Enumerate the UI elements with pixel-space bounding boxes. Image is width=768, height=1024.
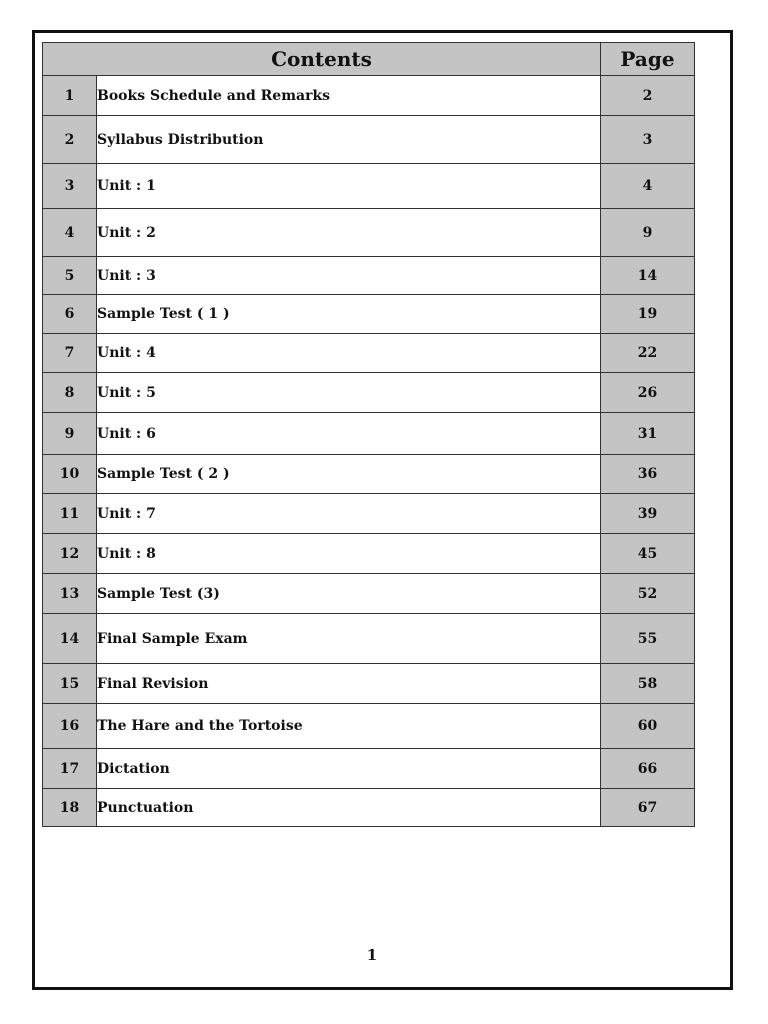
page-number: 1 xyxy=(366,946,378,964)
row-page: 4 xyxy=(601,164,695,209)
row-page: 26 xyxy=(601,373,695,413)
table-row xyxy=(43,413,695,455)
table-row xyxy=(43,664,695,704)
row-page: 52 xyxy=(601,574,695,614)
row-title: Final Revision xyxy=(97,664,601,704)
row-page: 58 xyxy=(601,664,695,704)
row-number: 14 xyxy=(43,614,97,664)
table-row xyxy=(43,455,695,494)
contents-heading: Contents xyxy=(43,43,601,76)
row-title: Sample Test (3) xyxy=(97,574,601,614)
row-number: 11 xyxy=(43,494,97,534)
row-title: Dictation xyxy=(97,749,601,789)
table-row xyxy=(43,574,695,614)
row-page: 39 xyxy=(601,494,695,534)
row-page: 3 xyxy=(601,116,695,164)
row-title: Unit : 6 xyxy=(97,413,601,455)
row-title: Unit : 8 xyxy=(97,534,601,574)
row-number: 1 xyxy=(43,76,97,116)
row-number: 6 xyxy=(43,295,97,334)
table-row xyxy=(43,704,695,749)
table-row xyxy=(43,614,695,664)
row-number: 16 xyxy=(43,704,97,749)
row-page: 55 xyxy=(601,614,695,664)
row-number: 2 xyxy=(43,116,97,164)
contents-header-row xyxy=(43,43,695,76)
row-number: 7 xyxy=(43,334,97,373)
table-row xyxy=(43,373,695,413)
row-title: Sample Test ( 2 ) xyxy=(97,455,601,494)
row-page: 36 xyxy=(601,455,695,494)
table-row xyxy=(43,534,695,574)
table-row xyxy=(43,116,695,164)
row-page: 66 xyxy=(601,749,695,789)
row-number: 13 xyxy=(43,574,97,614)
row-title: Unit : 5 xyxy=(97,373,601,413)
row-number: 12 xyxy=(43,534,97,574)
row-title: Books Schedule and Remarks xyxy=(97,76,601,116)
table-row xyxy=(43,209,695,257)
row-title: Unit : 7 xyxy=(97,494,601,534)
row-page: 19 xyxy=(601,295,695,334)
row-number: 4 xyxy=(43,209,97,257)
row-page: 31 xyxy=(601,413,695,455)
table-row xyxy=(43,334,695,373)
row-page: 67 xyxy=(601,789,695,827)
row-number: 8 xyxy=(43,373,97,413)
row-number: 5 xyxy=(43,257,97,295)
row-title: Unit : 3 xyxy=(97,257,601,295)
row-page: 2 xyxy=(601,76,695,116)
row-title: The Hare and the Tortoise xyxy=(97,704,601,749)
row-page: 14 xyxy=(601,257,695,295)
table-row xyxy=(43,494,695,534)
row-title: Sample Test ( 1 ) xyxy=(97,295,601,334)
table-row xyxy=(43,76,695,116)
row-title: Unit : 4 xyxy=(97,334,601,373)
row-number: 15 xyxy=(43,664,97,704)
row-title: Punctuation xyxy=(97,789,601,827)
row-title: Syllabus Distribution xyxy=(97,116,601,164)
row-title: Unit : 2 xyxy=(97,209,601,257)
row-title: Unit : 1 xyxy=(97,164,601,209)
table-row xyxy=(43,749,695,789)
row-number: 17 xyxy=(43,749,97,789)
row-number: 9 xyxy=(43,413,97,455)
row-number: 3 xyxy=(43,164,97,209)
contents-table xyxy=(42,42,695,827)
row-number: 10 xyxy=(43,455,97,494)
table-row xyxy=(43,257,695,295)
row-title: Final Sample Exam xyxy=(97,614,601,664)
row-page: 22 xyxy=(601,334,695,373)
table-row xyxy=(43,295,695,334)
table-row xyxy=(43,164,695,209)
table-row xyxy=(43,789,695,827)
row-number: 18 xyxy=(43,789,97,827)
row-page: 60 xyxy=(601,704,695,749)
row-page: 9 xyxy=(601,209,695,257)
row-page: 45 xyxy=(601,534,695,574)
page-heading: Page xyxy=(601,43,695,76)
